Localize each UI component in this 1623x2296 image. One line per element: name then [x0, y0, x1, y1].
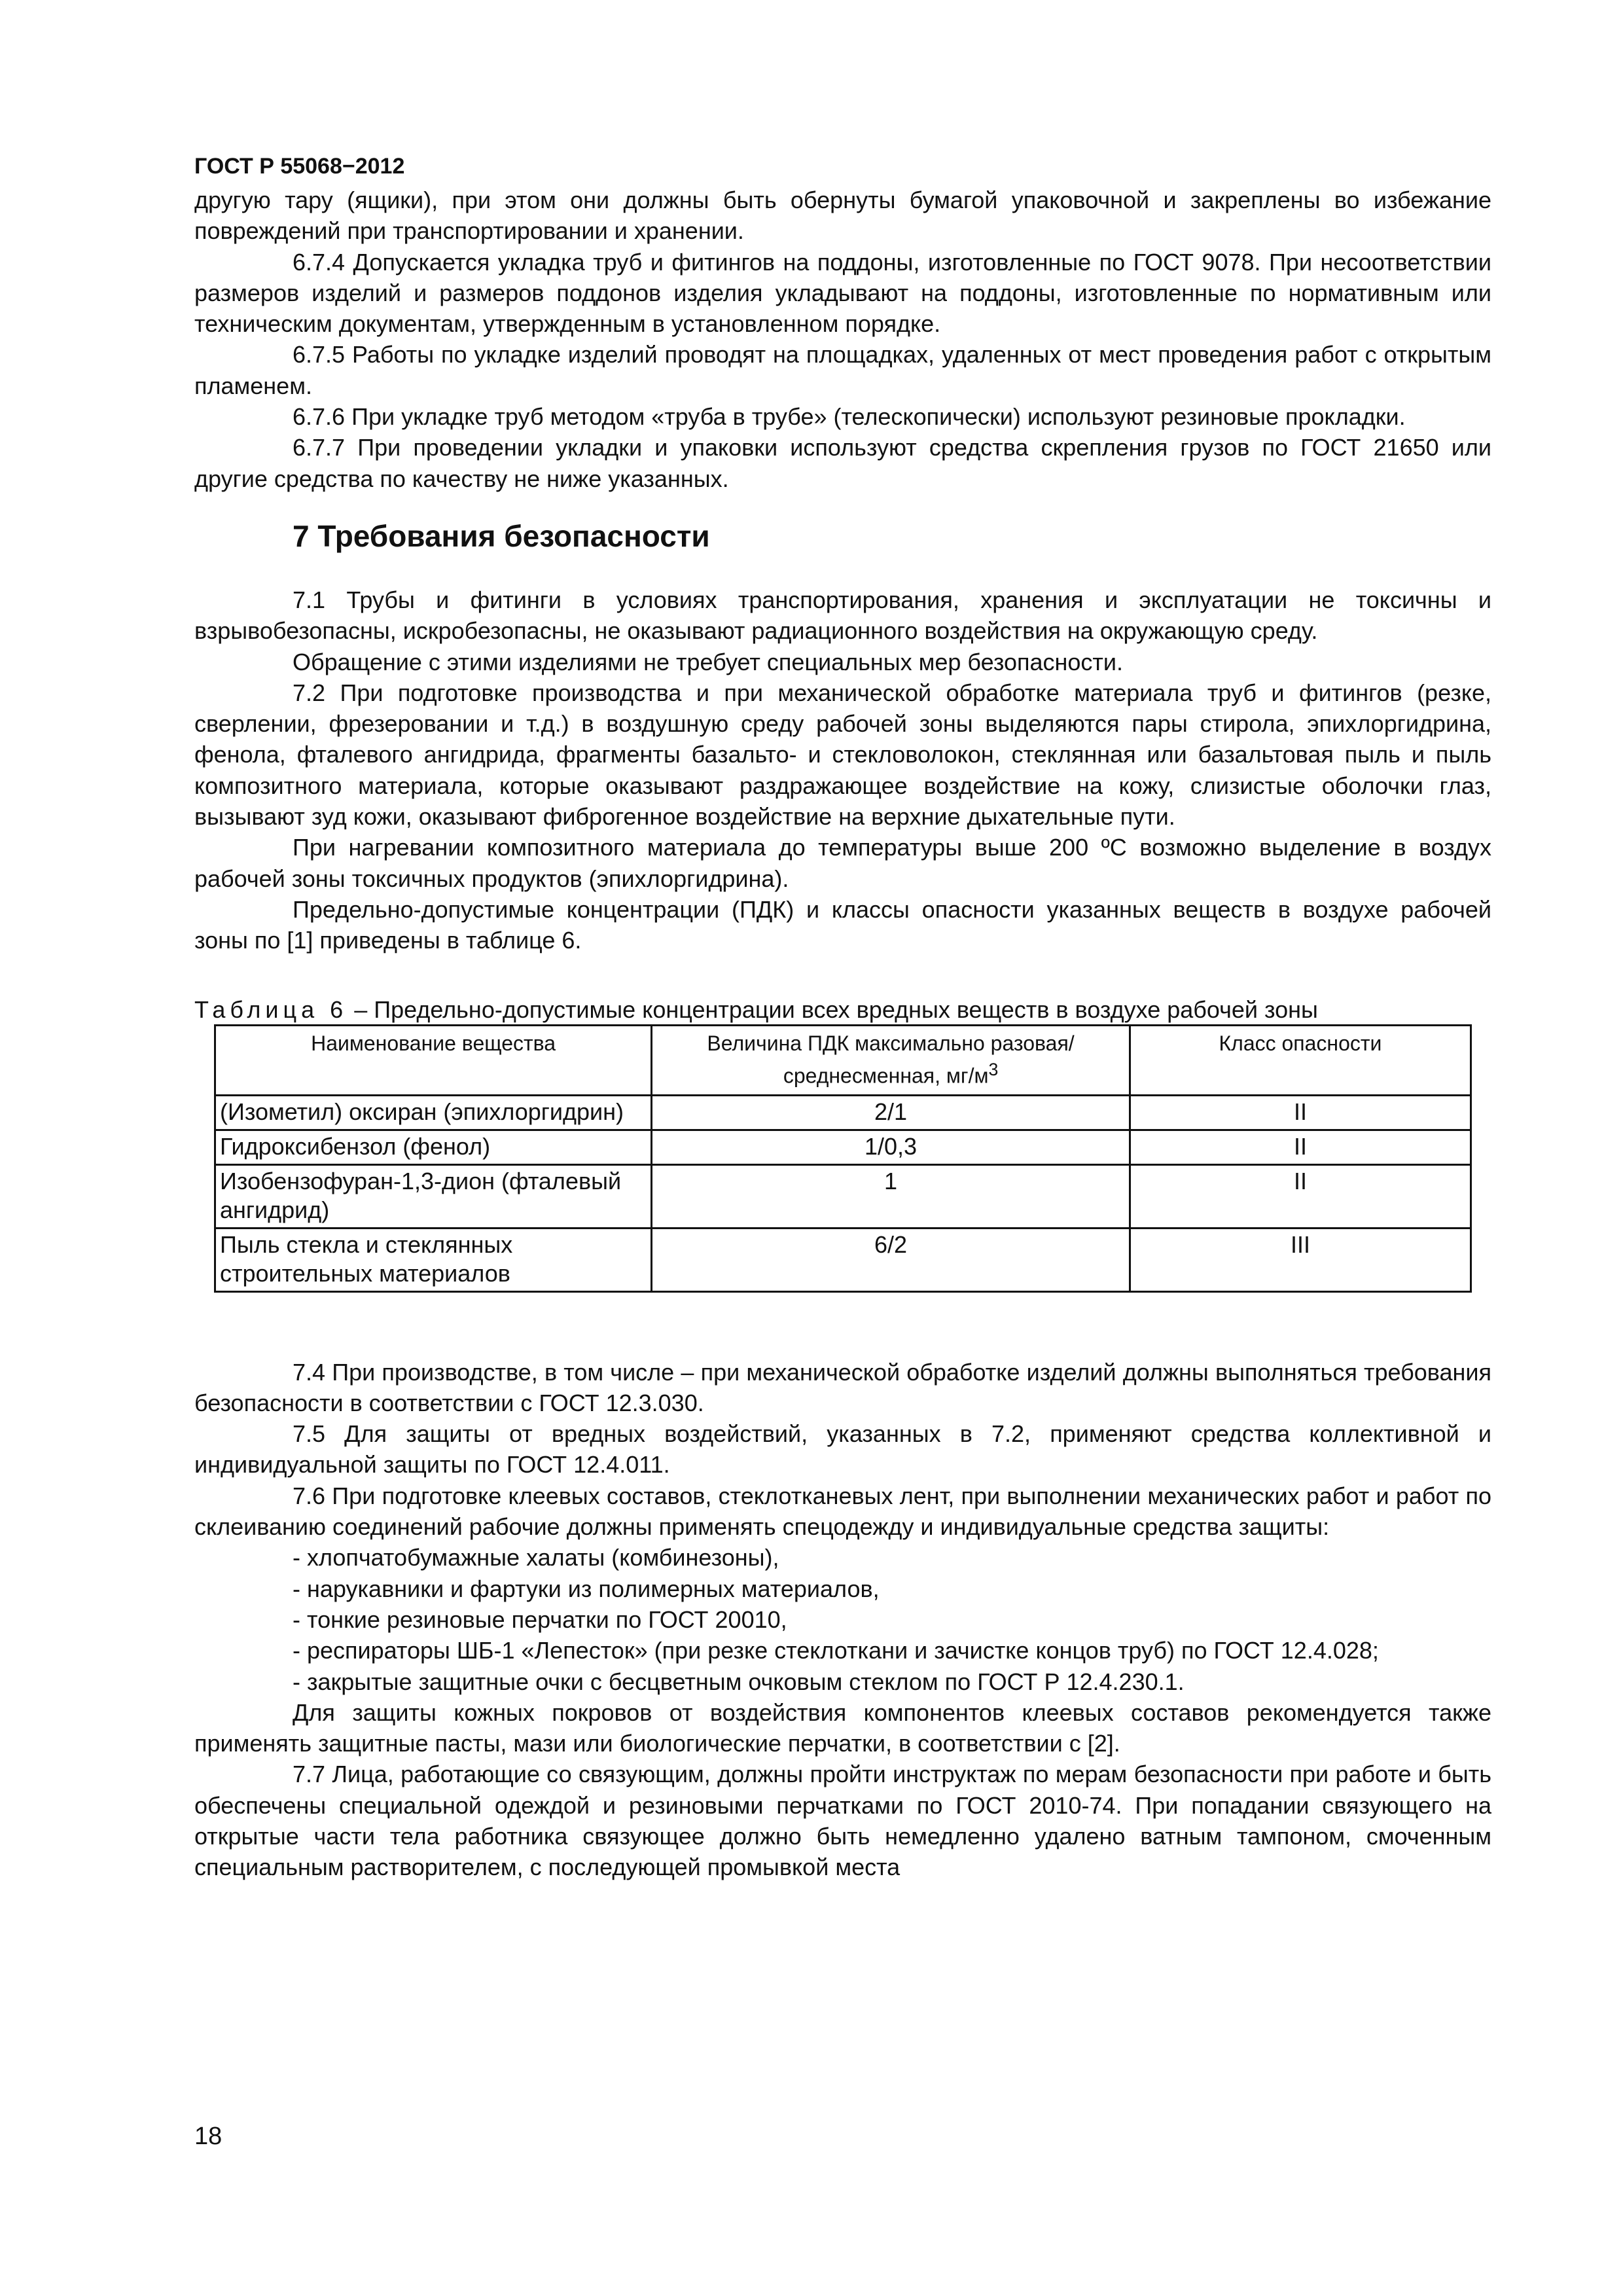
paragraph: Для защиты кожных покровов от воздействия компонентов клеевых составов рекомендуется также применять защитные пасты, мази или биологические перчатки, в соответствии с [2]. — [194, 1698, 1491, 1757]
table-row — [215, 1130, 1471, 1164]
paragraph: Обращение с этими изделиями не требует специальных мер безопасности. — [293, 648, 1124, 675]
column-header-substance: Наименование вещества — [215, 1025, 652, 1095]
body-text — [194, 185, 1491, 1883]
table-row — [215, 1228, 1471, 1291]
section-title: 7 Требования безопасности — [293, 518, 710, 553]
paragraph: 7.5 Для защиты от вредных воздействий, указанных в 7.2, применяют средства коллективной и индивидуальной защиты по ГОСТ 12.4.011. — [194, 1420, 1491, 1479]
page-number: 18 — [194, 2123, 223, 2150]
cell-pdk: 1/0,3 — [652, 1130, 1130, 1164]
table-row — [215, 1095, 1471, 1130]
paragraph: 7.7 Лица, работающие со связующим, должны пройти инструктаж по мерам безопасности при работе и быть обеспечены специальной одеждой и резиновыми перчатками по ГОСТ 2010-74. При попадании связующего на открытые части тела работника связующее должно быть немедленно удалено ватным тампоном, смоченным специальным растворителем, с последующей промывкой места — [194, 1761, 1491, 1881]
cell-pdk: 6/2 — [652, 1228, 1130, 1291]
cell-hazard-class: II — [1130, 1130, 1471, 1164]
cell-hazard-class: II — [1130, 1164, 1471, 1228]
cell-substance: Гидроксибензол (фенол) — [215, 1130, 652, 1164]
column-header-pdk — [652, 1025, 1130, 1095]
cell-substance: (Изометил) оксиран (эпихлоргидрин) — [215, 1095, 652, 1130]
paragraph: 6.7.7 При проведении укладки и упаковки используют средства скрепления грузов по ГОСТ 21650 или другие средства по качеству не ниже указанных. — [194, 434, 1491, 492]
list-item: - хлопчатобумажные халаты (комбинезоны), — [293, 1544, 779, 1571]
paragraph: 7.6 При подготовке клеевых составов, стеклотканевых лент, при выполнении механических работ и работ по склеиванию соединений рабочие должны применять спецодежду и индивидуальные средства защиты: — [194, 1482, 1491, 1541]
column-header-pdk-sup: 3 — [988, 1059, 999, 1079]
list-item: - закрытые защитные очки с бесцветным очковым стеклом по ГОСТ Р 12.4.230.1. — [293, 1668, 1185, 1695]
table-caption — [194, 996, 1491, 1024]
paragraph: 7.2 При подготовке производства и при механической обработке материала труб и фитингов (резке, сверлении, фрезеровании и т.д.) в воздушную среду рабочей зоны выделяются пары стирола, эпихлоргидрина, фенола, фталевого ангидрида, фрагменты базальто- и стекловолокон, стеклянная или базальтовая пыль и пыль композитного материала, которые оказывают раздражающее воздействие на кожу, слизистые оболочки глаз, вызывают зуд кожи, оказывают фиброгенное воздействие на верхние дыхательные пути. — [194, 679, 1491, 831]
doc-code-header: ГОСТ Р 55068−2012 — [194, 154, 405, 179]
table-caption-label: Таблица 6 — [194, 996, 348, 1023]
paragraphs-top — [194, 185, 1491, 494]
cell-hazard-class: II — [1130, 1095, 1471, 1130]
cell-pdk: 2/1 — [652, 1095, 1130, 1130]
paragraph: 6.7.6 При укладке труб методом «труба в трубе» (телескопически) используют резиновые прокладки. — [293, 403, 1406, 431]
table-caption-text: – Предельно-допустимые концентрации всех вредных веществ в воздухе рабочей зоны — [348, 996, 1318, 1023]
paragraph: 6.7.5 Работы по укладке изделий проводят на площадках, удаленных от мест проведения работ с открытым пламенем. — [194, 341, 1491, 399]
list-item: - тонкие резиновые перчатки по ГОСТ 20010, — [293, 1605, 787, 1633]
column-header-pdk-text: Величина ПДК максимально разовая/среднесменная, мг/м — [707, 1031, 1075, 1088]
paragraph: Предельно-допустимые концентрации (ПДК) и классы опасности указанных веществ в воздухе рабочей зоны по [1] приведены в таблице 6. — [194, 895, 1491, 954]
paragraph: 6.7.4 Допускается укладка труб и фитингов на поддоны, изготовленные по ГОСТ 9078. При несоответствии размеров изделий и размеров поддонов изделия укладывают на поддоны, изготовленные по нормативным или техническим документам, утвержденным в установленном порядке. — [194, 248, 1491, 338]
table-6 — [214, 1024, 1472, 1293]
list-item: - нарукавники и фартуки из полимерных материалов, — [293, 1575, 880, 1602]
cell-substance: Пыль стекла и стеклянных строительных материалов — [215, 1228, 652, 1291]
paragraphs-mid — [194, 584, 1491, 956]
paragraph: При нагревании композитного материала до температуры выше 200 ºС возможно выделение в воздух рабочей зоны токсичных продуктов (эпихлоргидрина). — [194, 834, 1491, 892]
paragraph: 7.4 При производстве, в том числе – при механической обработке изделий должны выполняться требования безопасности в соответствии с ГОСТ 12.3.030. — [194, 1358, 1491, 1416]
cell-substance: Изобензофуран-1,3-дион (фталевый ангидрид) — [215, 1164, 652, 1228]
table-row — [215, 1164, 1471, 1228]
column-header-hazard-class: Класс опасности — [1130, 1025, 1471, 1095]
paragraph: 7.1 Трубы и фитинги в условиях транспортирования, хранения и эксплуатации не токсичны и взрывобезопасны, искробезопасны, не оказывают радиационного воздействия на окружающую среду. — [194, 586, 1491, 645]
table-header-row — [215, 1025, 1471, 1095]
paragraph: другую тару (ящики), при этом они должны быть обернуты бумагой упаковочной и закреплены во избежание повреждений при транспортировании и хранении. — [194, 187, 1491, 245]
cell-pdk: 1 — [652, 1164, 1130, 1228]
paragraphs-bottom — [194, 1357, 1491, 1883]
list-item: - респираторы ШБ-1 «Лепесток» (при резке стеклоткани и зачистке концов труб) по ГОСТ 12.4.028; — [293, 1637, 1379, 1664]
cell-hazard-class: III — [1130, 1228, 1471, 1291]
